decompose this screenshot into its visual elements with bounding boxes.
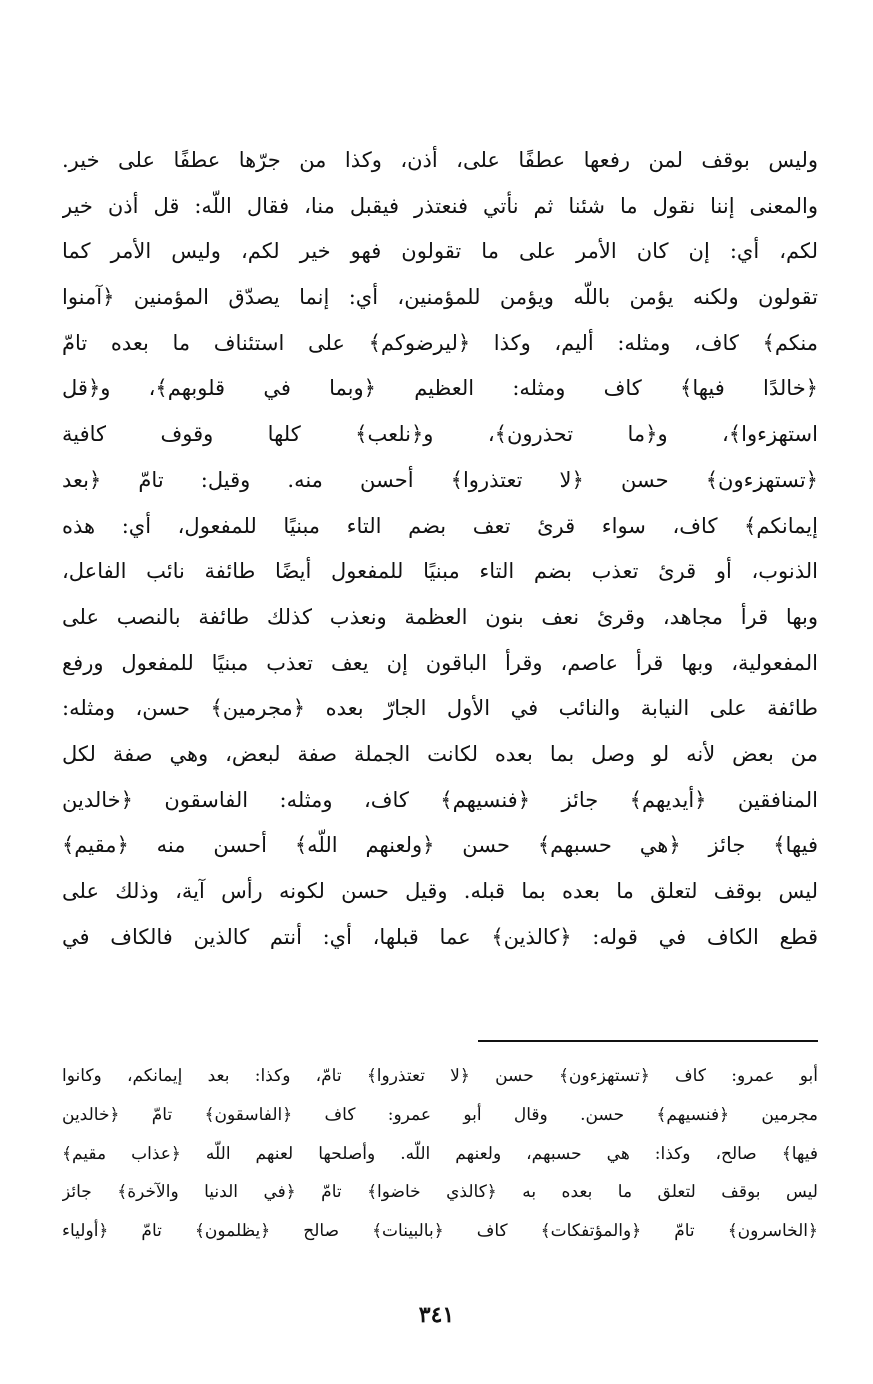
main-text-line: قطع الكاف في قوله: ﴿كالذين﴾ عما قبلها، أي: أنتم كالذين فالكاف في xyxy=(62,924,818,949)
footnote-line: ليس بوقف لتعلق ما بعده به ﴿كالذي خاضوا﴾ تامّ ﴿في الدنيا والآخرة﴾ جائز xyxy=(62,1182,818,1203)
footnote-line: مجرمين ﴿فنسيهم﴾ حسن. وقال أبو عمرو: كاف ﴿الفاسقون﴾ تامّ ﴿خالدين xyxy=(62,1104,818,1125)
main-text-line: والمعنى إننا نقول ما شئنا ثم نأتي فنعتذر فيقبل منا، فقال اللّه: قل أذن خير xyxy=(62,193,818,218)
footnote-line: فيها﴾ صالح، وكذا: هي حسبهم، ولعنهم اللّه. وأصلحها لعنهم اللّه ﴿عذاب مقيم﴾ xyxy=(62,1143,818,1164)
main-text-line: وليس بوقف لمن رفعها عطفًا على، أذن، وكذا من جرّها عطفًا على خير. xyxy=(62,148,818,172)
main-text-line: الذنوب، أو قرئ تعذب بضم التاء مبنيًا للمفعول أيضًا طائفة نائب الفاعل، xyxy=(62,559,818,584)
main-text-line: إيمانكم﴾ كاف، سواء قرئ تعف بضم التاء مبنيًا للمفعول، أي: هذه xyxy=(62,513,818,538)
footnote-line: ﴿الخاسرون﴾ تامّ ﴿والمؤتفكات﴾ كاف ﴿بالبينات﴾ صالح ﴿يظلمون﴾ تامّ ﴿أولياء xyxy=(62,1221,818,1242)
footnote-line: أبو عمرو: كاف ﴿تستهزءون﴾ حسن ﴿لا تعتذروا﴾ تامّ، وكذا: بعد إيمانكم، وكانوا xyxy=(62,1066,818,1086)
main-text-line: المنافقين ﴿أيديهم﴾ جائز ﴿فنسيهم﴾ كاف، ومثله: الفاسقون ﴿خالدين xyxy=(62,787,818,812)
main-text-line: لكم، أي: إن كان الأمر على ما تقولون فهو خير لكم، وليس الأمر كما xyxy=(62,239,818,264)
main-text-block xyxy=(62,138,818,960)
main-text-line: ﴿تستهزءون﴾ حسن ﴿لا تعتذروا﴾ أحسن منه. وقيل: تامّ ﴿بعد xyxy=(62,467,818,492)
footnote-separator xyxy=(478,1040,818,1042)
main-text-line: فيها﴾ جائز ﴿هي حسبهم﴾ حسن ﴿ولعنهم اللّه﴾ أحسن منه ﴿مقيم﴾ xyxy=(62,833,818,858)
main-text-line: ﴿خالدًا فيها﴾ كاف ومثله: العظيم ﴿وبما في قلوبهم﴾، و﴿قل xyxy=(62,376,818,401)
main-text-line: طائفة على النيابة والنائب في الأول الجارّ بعده ﴿مجرمين﴾ حسن، ومثله: xyxy=(62,696,818,721)
main-text-line: وبها قرأ مجاهد، وقرئ نعف بنون العظمة ونعذب كذلك طائفة بالنصب على xyxy=(62,604,818,629)
page-number: ٣٤١ xyxy=(418,1302,455,1328)
main-text-line: منكم﴾ كاف، ومثله: أليم، وكذا ﴿ليرضوكم﴾ على استئناف ما بعده تامّ xyxy=(62,330,818,355)
main-text-line: تقولون ولكنه يؤمن باللّه ويؤمن للمؤمنين، أي: إنما يصدّق المؤمنين ﴿آمنوا xyxy=(62,285,818,310)
main-text-line: من بعض لأنه لو وصل بما بعده لكانت الجملة صفة لبعض، وهي صفة لكل xyxy=(62,741,818,766)
main-text-line: استهزءوا﴾، و﴿ما تحذرون﴾، و﴿نلعب﴾ كلها وقوف كافية xyxy=(62,422,818,447)
main-text-line: المفعولية، وبها قرأ عاصم، وقرأ الباقون إن يعف تعذب مبنيًا للمفعول ورفع xyxy=(62,650,818,675)
footnotes-block xyxy=(62,1057,818,1251)
main-text-line: ليس بوقف لتعلق ما بعده بما قبله. وقيل حسن لكونه رأس آية، وذلك على xyxy=(62,879,818,903)
